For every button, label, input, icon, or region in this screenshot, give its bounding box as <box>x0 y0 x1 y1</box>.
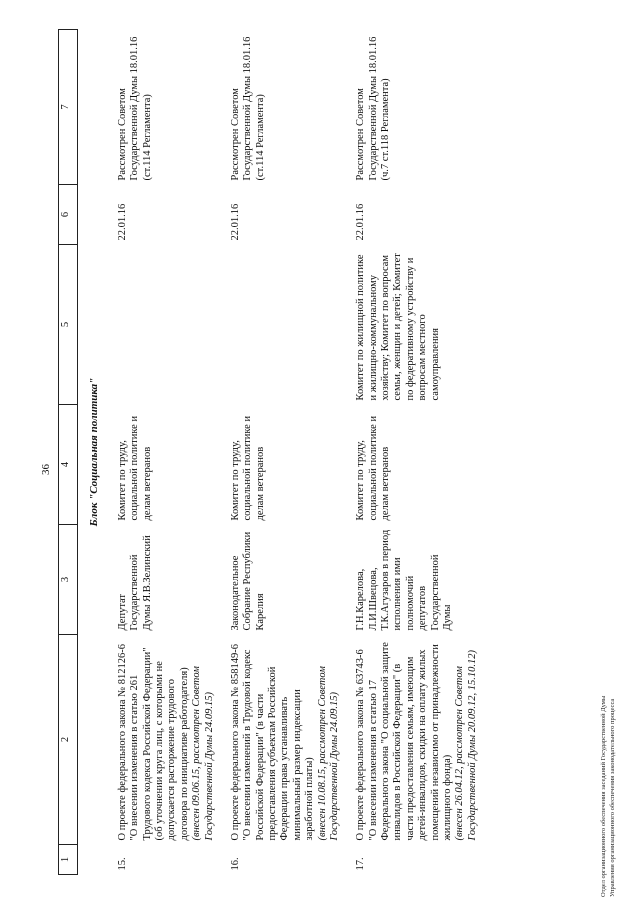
initiator: Г.Н.Карелова, Л.И.Швецова, Т.К.Агузаров в период исполнения ими полномочий депутатов Государственной Думы <box>355 529 453 631</box>
column-number: 7 <box>59 30 78 185</box>
bill-cell <box>109 635 222 845</box>
bill-note: (внесен 26.04.12, рассмотрен Советом Государственной Думы 20.09.12, 15.10.12) <box>454 650 478 841</box>
row-number: 15. <box>116 857 128 871</box>
responsible-committee: Комитет по труду, социальной политике и делам ветеранов <box>116 415 153 521</box>
table-row <box>347 30 485 875</box>
responsible-committee: Комитет по труду, социальной политике и делам ветеранов <box>229 415 266 521</box>
co-committees <box>109 245 222 405</box>
bill-cell <box>347 635 485 845</box>
bill-title: О проекте федерального закона № 63743-6 "О внесении изменения в статью 17 Федерального закона "О социальной защите инвалидов в Российской Федерации" (в части предоставления семьям, имеющим детей-инвалидов, скидки на оплату жилых помещений независимо от принадлежности жилищного фонда) <box>355 642 453 841</box>
date: 22.01.16 <box>355 203 367 241</box>
responsible-committee: Комитет по труду, социальной политике и делам ветеранов <box>355 415 392 521</box>
footer <box>600 696 618 897</box>
decision: Рассмотрен Советом Государственной Думы 18.01.16 (ст.114 Регламента) <box>229 36 266 181</box>
bill-note: (внесен 10.08.15, рассмотрен Советом Государственной Думы 24.09.15) <box>316 666 340 841</box>
row-number: 16. <box>229 857 241 871</box>
initiator: Депутат Государственной Думы Я.В.Зелинский <box>116 535 153 631</box>
decision: Рассмотрен Советом Государственной Думы 18.01.16 (ч.7 ст.118 Регламента) <box>355 36 392 181</box>
date: 22.01.16 <box>229 203 241 241</box>
footer-line: Управления организационного обеспечения законодательного процесса <box>608 698 616 897</box>
block-title: Блок "Социальная политика" <box>88 377 100 527</box>
bill-cell <box>222 635 347 845</box>
column-number: 3 <box>59 525 78 635</box>
date: 22.01.16 <box>116 203 128 241</box>
bill-note: (внесен 09.06.15, рассмотрен Советом Государственной Думы 24.09.15) <box>191 666 215 841</box>
column-number: 6 <box>59 185 78 245</box>
co-committees: Комитет по жилищной политике и жилищно-коммунальному хозяйству; Комитет по вопросам семьи, женщин и детей; Комитет по федеративному устройству и вопросам местного самоуправления <box>355 253 441 401</box>
column-number: 4 <box>59 405 78 525</box>
row-number: 17. <box>355 857 367 871</box>
column-number-row <box>59 30 78 875</box>
page-number: 36 <box>40 464 52 475</box>
bills-table <box>58 29 485 875</box>
initiator: Законодательное Собрание Республики Карелия <box>229 531 266 631</box>
decision: Рассмотрен Советом Государственной Думы 18.01.16 (ст.114 Регламента) <box>116 36 153 181</box>
table-row <box>222 30 347 875</box>
co-committees <box>222 245 347 405</box>
column-number: 1 <box>59 845 78 875</box>
column-number: 5 <box>59 245 78 405</box>
block-heading-row <box>78 30 109 875</box>
table-row <box>109 30 222 875</box>
column-number: 2 <box>59 635 78 845</box>
bill-title: О проекте федерального закона № 858149-6 "О внесении изменений в Трудовой кодекс Российской Федерации" (в части предоставления субъектам Российской Федерации права устанавливать минимальный размер индексации заработной платы) <box>229 643 316 841</box>
bill-title: О проекте федерального закона № 812126-6 "О внесении изменения в статью 261 Трудового кодекса Российской Федерации" (об уточнении круга лиц, с которыми не допускается расторжение трудового договора по инициативе работодателя) <box>116 643 190 841</box>
footer-line: Отдел организационного обеспечения заседаний Государственной Думы <box>600 695 607 897</box>
